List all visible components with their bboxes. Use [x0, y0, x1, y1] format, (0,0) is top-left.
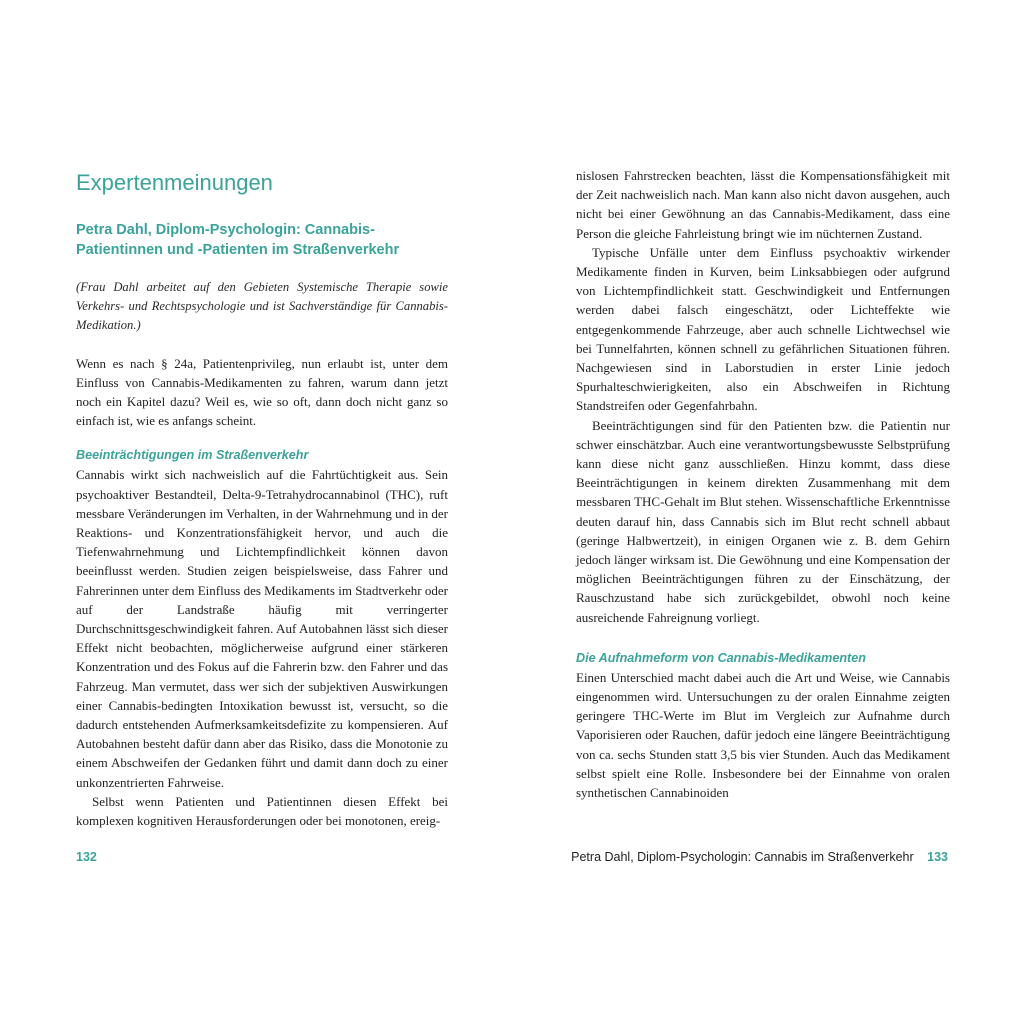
body-paragraph: Einen Unterschied macht dabei auch die Art und Weise, wie Cannabis eingenommen wird. Untersuchungen zu der oralen Einnahme zeigten geringere THC-Werte im Blut im Vergleich zur Aufnahme durch Vaporisieren oder Rauchen, dafür jedoch eine längere Beeinträchtigung von ca. sechs Stunden statt 3,5 bis vier Stunden. Auch das Medikament selbst spielt eine Rolle. Insbesondere bei der Einnahme von oralen synthetischen Cannabinoiden: [576, 669, 950, 801]
right-footer: [571, 850, 948, 864]
section-title-line-2: Patientinnen und -Patienten im Straßenverkehr: [76, 242, 400, 258]
page-number-right: 133: [927, 850, 948, 864]
body-paragraph: Selbst wenn Patienten und Patientinnen diesen Effekt bei komplexen kognitiven Herausforderungen oder bei monotonen, ereig-: [76, 793, 448, 829]
section-title: [76, 220, 448, 260]
subheading-impairments: Beeinträchtigungen im Straßenverkehr: [76, 448, 309, 463]
subheading-intake-form: Die Aufnahmeform von Cannabis-Medikamenten: [576, 650, 866, 665]
body-paragraph: Wenn es nach § 24a, Patientenprivileg, nun erlaubt ist, unter dem Einfluss von Cannabis-Medikamenten zu fahren, warum dann jetzt noch ein Kapitel dazu? Weil es, wie so oft, dann doch nicht ganz so einfach ist, wie es anfangs scheint.: [76, 355, 448, 429]
page-number-left: 132: [76, 850, 97, 864]
chapter-title: Expertenmeinungen: [76, 170, 273, 195]
body-paragraph: nislosen Fahrstrecken beachten, lässt die Kompensationsfähigkeit mit der Zeit nachweislich nach. Man kann also nicht davon ausgehen, auch nicht bei einer Gewöhnung an das Cannabis-Medikament, dass eine Person die gleiche Fahrleistung bringt wie im nüchternen Zustand.: [576, 168, 950, 241]
body-paragraph: Beeinträchtigungen sind für den Patienten bzw. die Patientin nur schwer einschätzbar. Auch eine verantwortungsbewusste Selbstprüfung kann diese nicht ganz ausschließen. Hinzu kommt, dass diese Beeinträchtigungen in keinem direkten Zusammenhang mit dem messbaren THC-Gehalt im Blut stehen. Wissenschaftliche Erkenntnisse deuten darauf hin, dass Cannabis sich im Blut recht schnell abbaut (geringe Halbwertzeit), in einigen Organen wie z. B. dem Gehirn jedoch länger wirksam ist. Die Gewöhnung und eine Kompensation der möglichen Beeinträchtigungen führen zu der Einschätzung, der Rauschzustand habe sich zurückgebildet, obwohl noch keine ausreichende Fahreignung vorliegt.: [576, 417, 950, 625]
right-text-column-content: [576, 166, 950, 802]
section-title-line-1: Petra Dahl, Diplom-Psychologin: Cannabis-: [76, 222, 375, 238]
author-note: (Frau Dahl arbeitet auf den Gebieten Systemische Therapie sowie Verkehrs- und Rechtspsychologie und ist Sachverständige für Cannabis-Medikation.): [76, 280, 448, 333]
running-head: Petra Dahl, Diplom-Psychologin: Cannabis im Straßenverkehr: [571, 850, 914, 864]
body-paragraph: Cannabis wirkt sich nachweislich auf die Fahrtüchtigkeit aus. Sein psychoaktiver Bestandteil, Delta-9-Tetrahydrocannabinol (THC), ruft messbare Veränderungen im Verhalten, in der Wahrnehmung und in der Reaktions- und Konzentrationsfähigkeit hervor, und auch die Tiefenwahrnehmung und Lichtempfindlichkeit können davon beeinflusst werden. Studien zeigen beispielsweise, dass Fahrer und Fahrerinnen unter dem Einfluss des Medikaments im Stadtverkehr oder auf der Landstraße häufig mit verringerter Durchschnittsgeschwindigkeit fahren. Auf Autobahnen lässt sich dieser Effekt nicht beobachten, möglicherweise aufgrund einer stärkeren Konzentration und des Fokus auf die Fahrerin bzw. den Fahrer und das Fahrzeug. Man vermutet, dass wer sich der subjektiven Auswirkungen einer Cannabis-bedingten Intoxikation bewusst ist, versucht, so die dadurch entstehenden Aufmerksamkeitsdefizite zu kompensieren. Auf Autobahnen besteht dafür dann aber das Risiko, dass die Monotonie zu einem Abschweifen der Gedanken führt und damit dann doch zu einer unkonzentrierten Fahrweise.: [76, 467, 448, 790]
left-text-column: [76, 168, 448, 830]
body-paragraph: Typische Unfälle unter dem Einfluss psychoaktiv wirkender Medikamente finden in Kurven, beim Linksabbiegen oder aufgrund von Lichtempfindlichkeit statt. Geschwindigkeit und Entfernungen werden dabei falsch eingeschätzt, oder Lichteffekte wie entgegenkommende Fahrzeuge, aber auch schnelle Lichtwechsel wie bei Tunnelfahrten, können schnell zu gefährlichen Situationen führen. Nachgewiesen sind in Laborstudien in erster Linie jedoch Spurhalteschwierigkeiten, also ein Abschweifen in Richtung Standstreifen oder Gegenfahrbahn.: [576, 244, 950, 414]
left-footer: [76, 850, 97, 864]
